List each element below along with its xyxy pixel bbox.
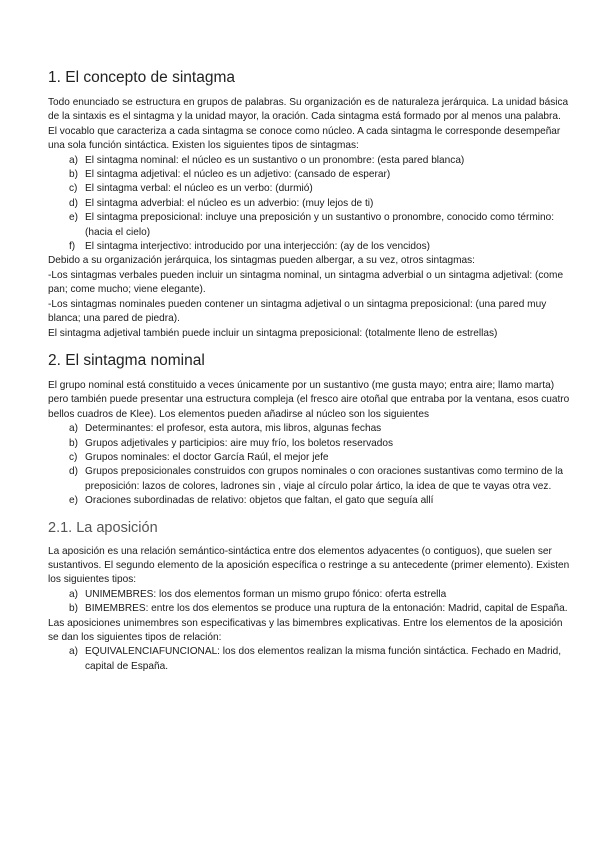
section-2-1-list-2 (48, 645, 572, 674)
list-item: c) El sintagma verbal: el núcleo es un verbo: (durmió) (69, 183, 313, 195)
section-2-intro: El grupo nominal está constituido a veces únicamente por un sustantivo (me gusta mayo; entra aire; llamo marta) pero también puede presentar una estructura compleja (el fresco aire otoñal que entraba por la ventana, esos cuatro bellos cuadros de Klee). Los elementos pueden añadirse al núcleo son los siguientes (48, 379, 570, 420)
section-1-paragraph: -Los sintagmas verbales pueden incluir un sintagma nominal, un sintagma adverbial o un sintagma adjetival: (come pan; come mucho; viene elegante). (48, 269, 564, 296)
list-item: e) El sintagma preposicional: incluye una preposición y un sustantivo o pronombre, conocido como término: (hacia el cielo) (69, 212, 555, 238)
list-item: a) UNIMEMBRES: los dos elementos forman un mismo grupo fónico: oferta estrella (69, 588, 447, 600)
section-2-1-paragraph: Las aposiciones unimembres son especificativas y las bimembres explicativas. Entre los elementos de la aposición se dan los siguientes tipos de relación: (48, 617, 563, 643)
section-1-list (48, 154, 572, 255)
section-2-1-title: 2.1. La aposición (48, 519, 158, 536)
list-item: b) Grupos adjetivales y participios: aire muy frío, los boletos reservados (69, 437, 393, 449)
list-item: e) Oraciones subordinadas de relativo: objetos que faltan, el gato que seguía allí (69, 495, 434, 507)
section-1-title: 1. El concepto de sintagma (48, 69, 235, 86)
list-item: a) El sintagma nominal: el núcleo es un sustantivo o un pronombre: (esta pared blanca) (69, 154, 465, 166)
section-2-1-intro: La aposición es una relación semántico-sintáctica entre dos elementos adyacentes (o contiguos), que suelen ser sustantivos. El segundo elemento de la aposición específica o restringe a su antecedente (primer elemento). Existen los siguientes tipos: (48, 545, 570, 586)
list-item: d) El sintagma adverbial: el núcleo es un adverbio: (muy lejos de ti) (69, 197, 374, 209)
list-item: d) Grupos preposicionales construidos con grupos nominales o con oraciones sustantivas como termino de la preposición: lazos de colores, ladrones sin , viaje al círculo polar ártico, la idea de que te vayas otra vez. (69, 466, 564, 492)
section-2-title: 2. El sintagma nominal (48, 351, 205, 369)
list-item: f) El sintagma interjectivo: introducido por una interjección: (ay de los vencidos) (69, 241, 431, 253)
section-2-1-list (48, 588, 572, 617)
list-item: c) Grupos nominales: el doctor García Raúl, el mejor jefe (69, 451, 329, 463)
section-1-intro: Todo enunciado se estructura en grupos de palabras. Su organización es de naturaleza jerárquica. La unidad básica de la sintaxis es el sintagma y la unidad mayor, la oración. Cada sintagma está formado por al menos una palabra. El vocablo que caracteriza a cada sintagma se conoce como núcleo. A cada sintagma le corresponde desempeñar una sola función sintáctica. Existen los siguientes tipos de sintagmas: (48, 97, 569, 152)
section-1-paragraph: Debido a su organización jerárquica, los sintagmas pueden albergar, a su vez, otros sintagmas: (48, 255, 475, 267)
list-item: a) EQUIVALENCIAFUNCIONAL: los dos elementos realizan la misma función sintáctica. Fechado en Madrid, capital de España. (69, 646, 562, 672)
section-2-list (48, 422, 572, 508)
document-page (48, 68, 572, 674)
section-1-paragraph: -Los sintagmas nominales pueden contener un sintagma adjetival o un sintagma preposicional: (una pared muy blanca; una pared de piedra). (48, 298, 547, 325)
list-item: b) BIMEMBRES: entre los dos elementos se produce una ruptura de la entonación: Madrid, capital de España. (69, 603, 568, 615)
list-item: b) El sintagma adjetival: el núcleo es un adjetivo: (cansado de esperar) (69, 169, 391, 181)
list-item: a) Determinantes: el profesor, esta autora, mis libros, algunas fechas (69, 423, 382, 435)
section-1-paragraph: El sintagma adjetival también puede incluir un sintagma preposicional: (totalmente lleno de estrellas) (48, 327, 498, 339)
